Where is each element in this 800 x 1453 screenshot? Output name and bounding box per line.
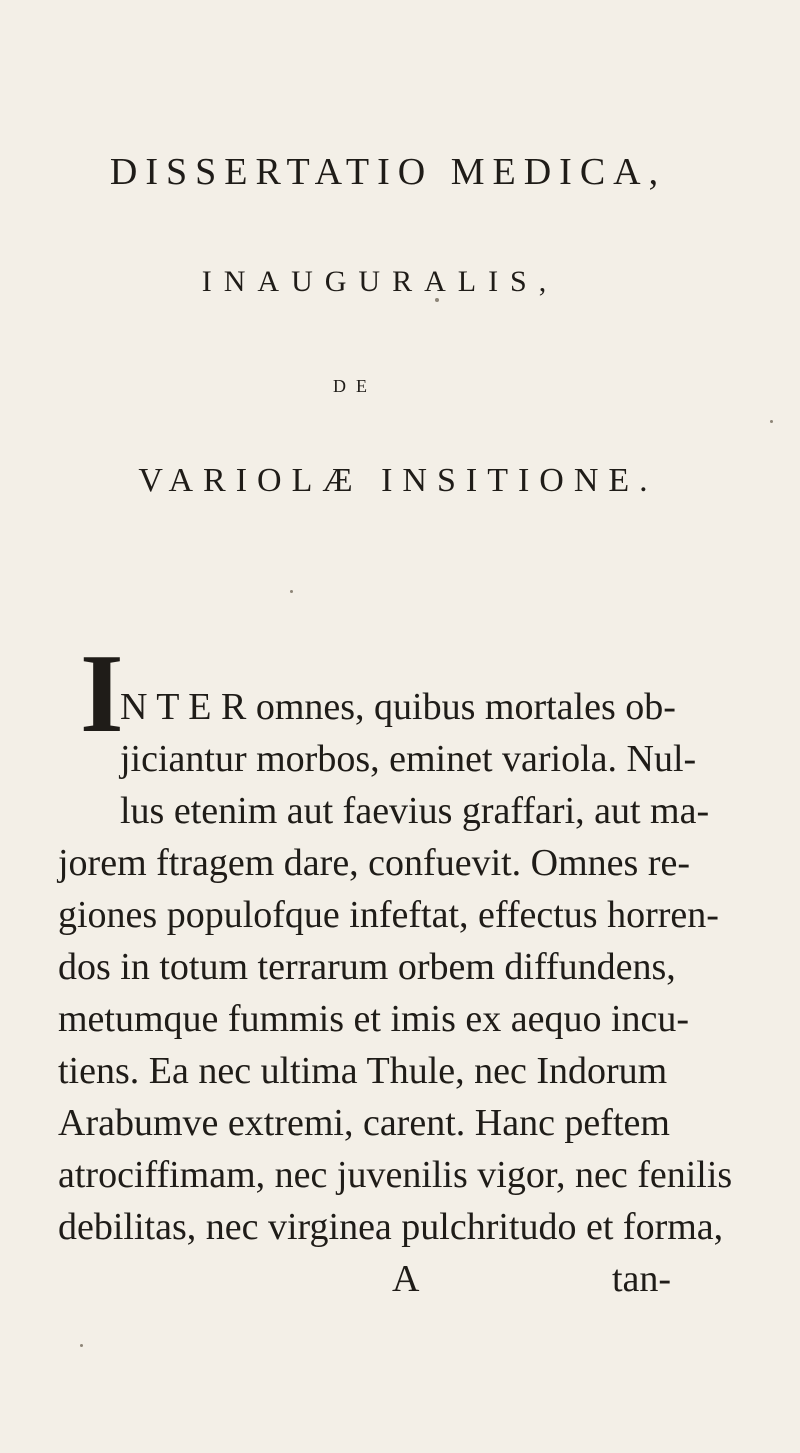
body-line: N T E R omnes, quibus mortales ob- bbox=[120, 686, 676, 728]
paper-speck bbox=[80, 1344, 83, 1347]
paper-speck bbox=[290, 590, 293, 593]
catchword: tan- bbox=[612, 1258, 672, 1300]
title-inauguralis: INAUGURALIS, bbox=[201, 265, 559, 298]
title-de: DE bbox=[333, 376, 377, 396]
body-line: atrociffimam, nec juvenilis vigor, nec fenilis bbox=[58, 1154, 733, 1196]
drop-cap: I bbox=[80, 632, 124, 756]
body-line: lus etenim aut faevius graffari, aut ma- bbox=[120, 790, 710, 832]
body-line: giones populofque infeftat, effectus horren- bbox=[58, 894, 719, 936]
body-line: dos in totum terrarum orbem diffundens, bbox=[58, 946, 676, 988]
paper-speck bbox=[770, 420, 773, 423]
title-variolae-insitione: VARIOLÆ INSITIONE. bbox=[138, 462, 658, 499]
title-dissertatio-medica: DISSERTATIO MEDICA, bbox=[109, 151, 667, 193]
signature-mark: A bbox=[392, 1258, 420, 1300]
body-line: debilitas, nec virginea pulchritudo et forma, bbox=[58, 1206, 724, 1248]
body-line: jiciantur morbos, eminet variola. Nul- bbox=[120, 738, 697, 780]
body-line: tiens. Ea nec ultima Thule, nec Indorum bbox=[58, 1050, 668, 1092]
body-line: metumque fummis et imis ex aequo incu- bbox=[58, 998, 690, 1040]
body-line: jorem ftragem dare, confuevit. Omnes re- bbox=[58, 842, 691, 884]
body-line: Arabumve extremi, carent. Hanc peftem bbox=[58, 1102, 670, 1144]
paper-speck bbox=[435, 298, 439, 302]
